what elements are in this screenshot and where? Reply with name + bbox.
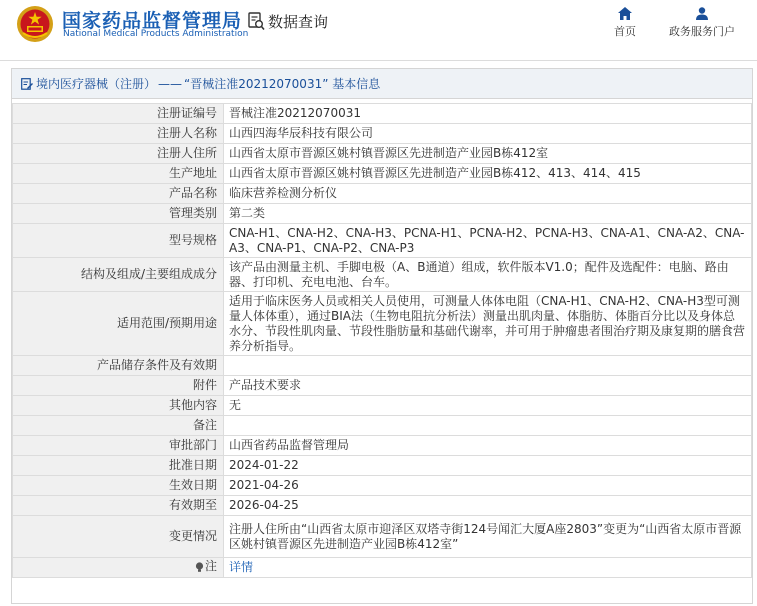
field-value: 山西省太原市晋源区姚村镇晋源区先进制造产业园B栋412、413、414、415 [224, 164, 752, 184]
field-value: 适用于临床医务人员或相关人员使用，可测量人体体电阻（CNA-H1、CNA-H2、CNA-H3型可测量人体体重），通过BIA法（生物电阻抗分析法）测量出肌肉量、体脂肪、体脂百分比以及身体总水分、节段性肌肉量、节段性脂肪量和基础代谢率，并可用于肿瘤患者围治疗期及康复期的膳食营养分析指导。 [224, 292, 752, 356]
field-label: 适用范围/预期用途 [13, 292, 224, 356]
field-label: 结构及组成/主要组成成分 [13, 258, 224, 292]
table-row-note [13, 558, 752, 578]
edit-document-icon [21, 78, 33, 90]
table-row [13, 104, 752, 124]
site-title-cn: 国家药品监督管理局 [62, 10, 243, 32]
field-label: 产品储存条件及有效期 [13, 356, 224, 376]
table-row [13, 416, 752, 436]
header-divider [0, 60, 757, 61]
site-header [0, 0, 757, 48]
site-title-en: National Medical Products Administration [63, 29, 249, 39]
field-value: 该产品由测量主机、手脚电极（A、B通道）组成，软件版本V1.0；配件及选配件：电脑、路由器、打印机、充电电池、台车。 [224, 258, 752, 292]
document-search-icon [248, 12, 265, 31]
field-value: 临床营养检测分析仪 [224, 184, 752, 204]
user-icon [695, 7, 709, 20]
field-value: 2021-04-26 [224, 476, 752, 496]
table-row [13, 496, 752, 516]
note-label: 注 [204, 559, 217, 574]
data-query-label: 数据查询 [268, 13, 329, 31]
field-value: 2026-04-25 [224, 496, 752, 516]
field-label: 其他内容 [13, 396, 224, 416]
field-label: 附件 [13, 376, 224, 396]
breadcrumb-title: “晋械注准20212070031” 基本信息 [184, 77, 381, 91]
nav-portal-label: 政务服务门户 [669, 25, 735, 38]
table-row [13, 476, 752, 496]
breadcrumb-category[interactable]: 境内医疗器械（注册） [36, 77, 157, 91]
home-icon [618, 7, 632, 20]
table-row [13, 436, 752, 456]
table-row [13, 376, 752, 396]
field-value: 第二类 [224, 204, 752, 224]
field-value: 2024-01-22 [224, 456, 752, 476]
table-row [13, 258, 752, 292]
field-label: 注册人住所 [13, 144, 224, 164]
national-emblem-icon [16, 5, 54, 43]
registration-info-table [12, 103, 752, 578]
table-row [13, 356, 752, 376]
field-value [224, 416, 752, 436]
field-label: 管理类别 [13, 204, 224, 224]
data-query-nav[interactable] [248, 11, 328, 32]
details-link[interactable]: 详情 [229, 560, 254, 574]
table-row [13, 184, 752, 204]
breadcrumb [12, 69, 752, 99]
table-row [13, 456, 752, 476]
field-label: 注册证编号 [13, 104, 224, 124]
field-value: 注册人住所由“山西省太原市迎泽区双塔寺街124号闻汇大厦A座2803”变更为“山西省太原市晋源区姚村镇晋源区先进制造产业园B栋412室” [224, 516, 752, 558]
table-row [13, 516, 752, 558]
field-label: 注册人名称 [13, 124, 224, 144]
table-row [13, 396, 752, 416]
field-label: 生产地址 [13, 164, 224, 184]
table-row [13, 164, 752, 184]
field-label: 产品名称 [13, 184, 224, 204]
field-label: 备注 [13, 416, 224, 436]
note-value-cell [224, 558, 752, 578]
field-value: 无 [224, 396, 752, 416]
field-label: 批准日期 [13, 456, 224, 476]
field-value: 山西省太原市晋源区姚村镇晋源区先进制造产业园B栋412室 [224, 144, 752, 164]
field-label: 审批部门 [13, 436, 224, 456]
table-row [13, 124, 752, 144]
table-row [13, 144, 752, 164]
table-row [13, 204, 752, 224]
field-value: 晋械注准20212070031 [224, 104, 752, 124]
note-label-cell [13, 558, 224, 578]
field-value: 山西四海华辰科技有限公司 [224, 124, 752, 144]
nav-home-label: 首页 [614, 25, 636, 38]
field-label: 型号规格 [13, 224, 224, 258]
detail-panel [11, 68, 753, 604]
table-row [13, 224, 752, 258]
field-value: CNA-H1、CNA-H2、CNA-H3、PCNA-H1、PCNA-H2、PCNA-H3、CNA-A1、CNA-A2、CNA-A3、CNA-P1、CNA-P2、CNA-P3 [224, 224, 752, 258]
nav-home[interactable] [608, 7, 642, 39]
bulb-icon [195, 562, 204, 572]
nav-service-portal[interactable] [662, 7, 742, 39]
field-label: 生效日期 [13, 476, 224, 496]
field-value [224, 356, 752, 376]
table-row [13, 292, 752, 356]
field-value: 产品技术要求 [224, 376, 752, 396]
breadcrumb-separator: —— [158, 76, 183, 91]
field-label: 变更情况 [13, 516, 224, 558]
field-value: 山西省药品监督管理局 [224, 436, 752, 456]
field-label: 有效期至 [13, 496, 224, 516]
